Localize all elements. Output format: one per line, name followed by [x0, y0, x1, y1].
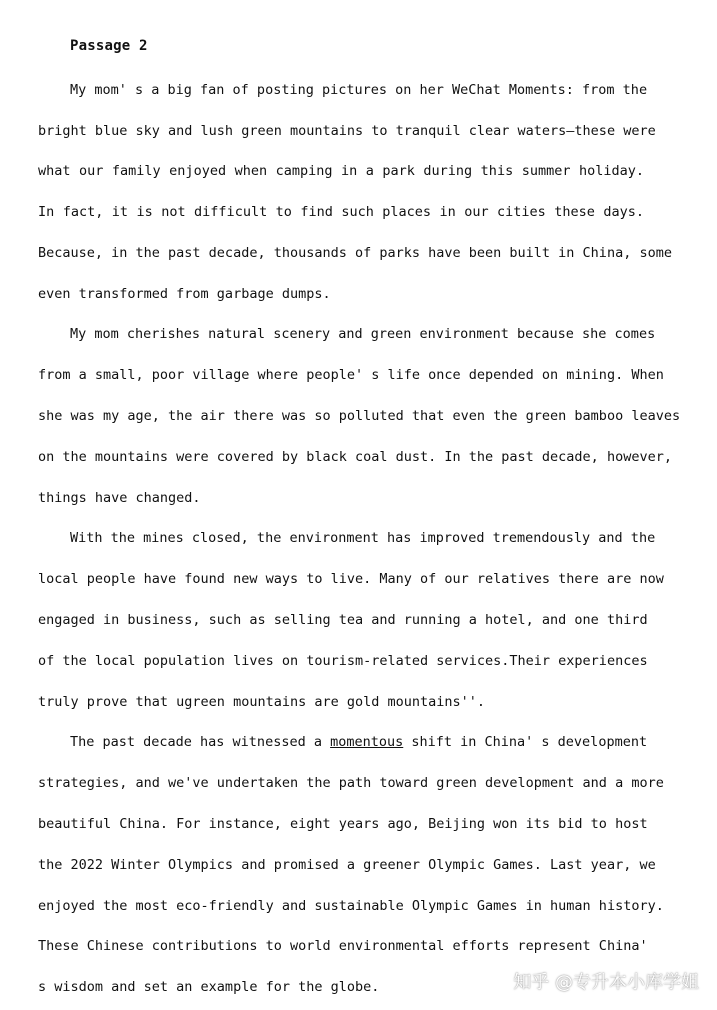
- paragraph-4-line-6: These Chinese contributions to world environmental efforts represent China': [38, 938, 648, 954]
- paragraph-1-line-4: In fact, it is not difficult to find such places in our cities these days.: [38, 204, 644, 220]
- paragraph-1-line-6: even transformed from garbage dumps.: [38, 286, 331, 302]
- paragraph-4-line-7: s wisdom and set an example for the globe.: [38, 979, 380, 995]
- paragraph-4-line-1: [70, 732, 648, 752]
- paragraph-4-line-5: enjoyed the most eco-friendly and sustainable Olympic Games in human history.: [38, 898, 664, 914]
- paragraph-2-line-5: things have changed.: [38, 490, 201, 506]
- paragraph-2-line-3: she was my age, the air there was so polluted that even the green bamboo leaves: [38, 408, 681, 424]
- paragraph-4-line-1-after: shift in China' s development: [403, 734, 648, 750]
- underlined-word: momentous: [330, 734, 404, 750]
- paragraph-3-line-2: local people have found new ways to live. Many of our relatives there are now: [38, 571, 664, 587]
- paragraph-3-line-4: of the local population lives on tourism-related services.Their experiences: [38, 653, 648, 669]
- paragraph-4-line-4: the 2022 Winter Olympics and promised a greener Olympic Games. Last year, we: [38, 857, 656, 873]
- paragraph-3-line-1: With the mines closed, the environment has improved tremendously and the: [70, 530, 656, 546]
- paragraph-4-line-3: beautiful China. For instance, eight years ago, Beijing won its bid to host: [38, 816, 648, 832]
- paragraph-4-line-1-before: The past decade has witnessed a: [70, 734, 331, 750]
- paragraph-1-line-2: bright blue sky and lush green mountains to tranquil clear waters—these were: [38, 123, 656, 139]
- passage-heading: Passage 2: [70, 38, 148, 54]
- paragraph-2-line-4: on the mountains were covered by black coal dust. In the past decade, however,: [38, 449, 672, 465]
- paragraph-1-line-3: what our family enjoyed when camping in a park during this summer holiday.: [38, 163, 644, 179]
- paragraph-3-line-3: engaged in business, such as selling tea and running a hotel, and one third: [38, 612, 648, 628]
- paragraph-1-line-5: Because, in the past decade, thousands of parks have been built in China, some: [38, 245, 672, 261]
- paragraph-4-line-2: strategies, and we've undertaken the path toward green development and a more: [38, 775, 664, 791]
- zhihu-watermark: 知乎 @专升本小库学姐: [513, 972, 699, 993]
- paragraph-2-line-1: My mom cherishes natural scenery and green environment because she comes: [70, 326, 656, 342]
- paragraph-1-line-1: My mom' s a big fan of posting pictures on her WeChat Moments: from the: [70, 82, 648, 98]
- paragraph-2-line-2: from a small, poor village where people' s life once depended on mining. When: [38, 367, 664, 383]
- paragraph-3-line-5: truly prove that ugreen mountains are gold mountains''.: [38, 694, 486, 710]
